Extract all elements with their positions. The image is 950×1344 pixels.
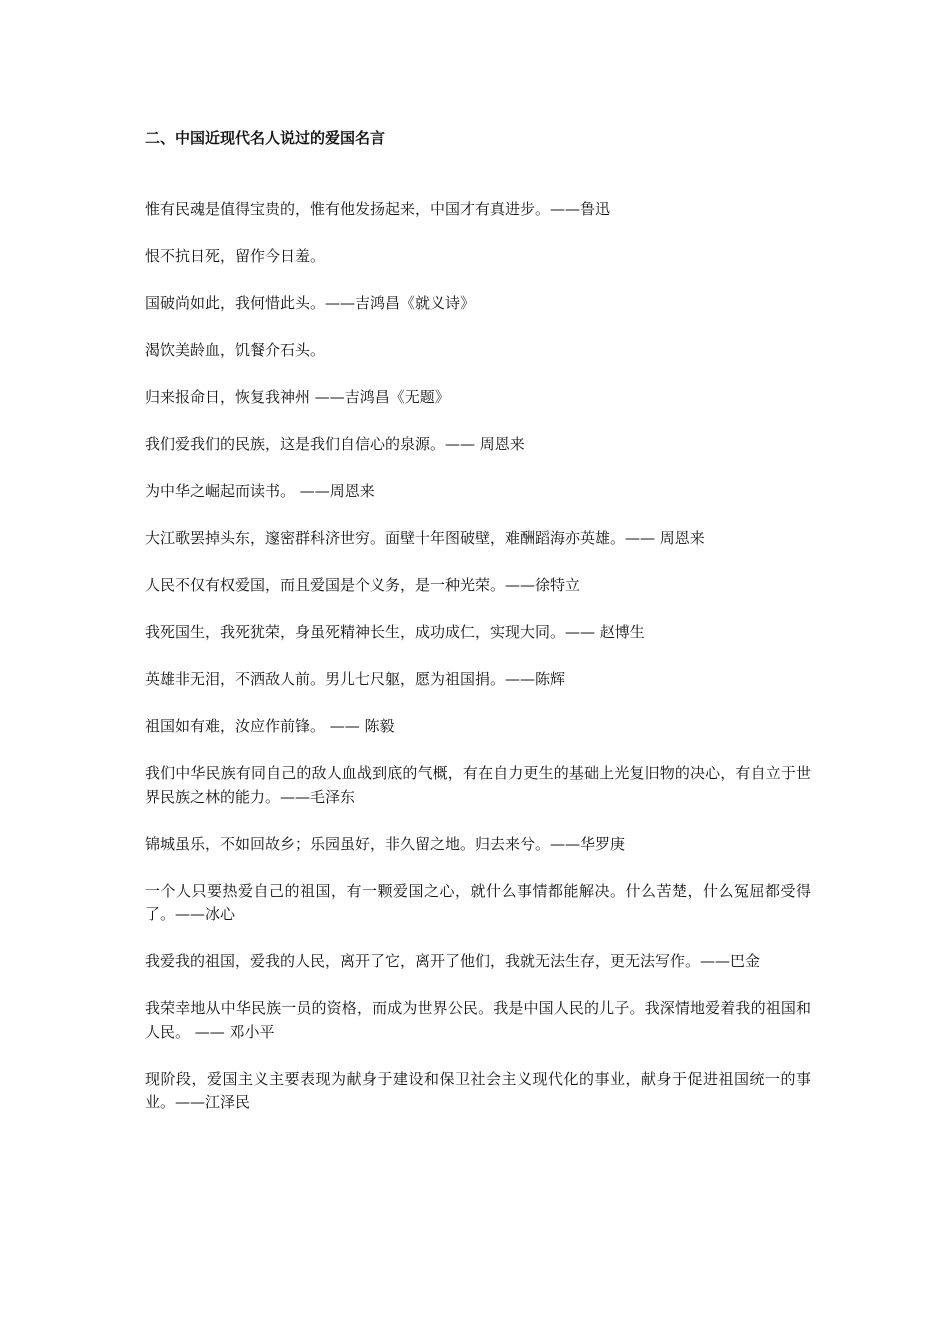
quote-item: 我们中华民族有同自己的敌人血战到底的气概，有在自力更生的基础上光复旧物的决心，有自立于世界民族之林的能力。——毛泽东 — [145, 764, 811, 806]
quote-item: 一个人只要热爱自己的祖国，有一颗爱国之心，就什么事情都能解决。什么苦楚，什么冤屈都受得了。——冰心 — [145, 881, 811, 923]
quote-list — [145, 198, 811, 1138]
quote-item: 归来报命日，恢复我神州 ——吉鸿昌《无题》 — [145, 388, 450, 406]
quote-item: 恨不抗日死，留作今日羞。 — [145, 247, 326, 265]
quote-item: 渴饮美龄血，饥餐介石头。 — [145, 341, 326, 359]
quote-item: 我爱我的祖国，爱我的人民，离开了它，离开了他们，我就无法生存，更无法写作。——巴金 — [145, 952, 761, 970]
quote-item: 我荣幸地从中华民族一员的资格，而成为世界公民。我是中国人民的儿子。我深情地爱着我的祖国和人民。 —— 邓小平 — [145, 999, 811, 1041]
quote-item: 现阶段，爱国主义主要表现为献身于建设和保卫社会主义现代化的事业，献身于促进祖国统一的事业。——江泽民 — [145, 1069, 811, 1111]
quote-item: 祖国如有难，汝应作前锋。 —— 陈毅 — [145, 717, 395, 735]
quote-item: 国破尚如此，我何惜此头。——吉鸿昌《就义诗》 — [145, 294, 476, 312]
quote-item: 人民不仅有权爱国，而且爱国是个义务，是一种光荣。——徐特立 — [145, 576, 581, 594]
quote-item: 惟有民魂是值得宝贵的，惟有他发扬起来，中国才有真进步。——鲁迅 — [145, 200, 611, 218]
section-heading: 二、中国近现代名人说过的爱国名言 — [145, 129, 386, 147]
quote-item: 锦城虽乐，不如回故乡；乐园虽好，非久留之地。归去来兮。——华罗庚 — [145, 834, 626, 853]
quote-item: 大江歌罢掉头东，邃密群科济世穷。面壁十年图破壁，难酬蹈海亦英雄。—— 周恩来 — [145, 529, 705, 547]
quote-item: 为中华之崛起而读书。 ——周恩来 — [145, 482, 375, 500]
quote-item: 我们爱我们的民族，这是我们自信心的泉源。—— 周恩来 — [145, 435, 525, 453]
quote-item: 英雄非无泪，不洒敌人前。男儿七尺躯，愿为祖国捐。——陈辉 — [145, 670, 566, 688]
quote-item: 我死国生，我死犹荣，身虽死精神长生，成功成仁，实现大同。—— 赵博生 — [145, 623, 645, 641]
